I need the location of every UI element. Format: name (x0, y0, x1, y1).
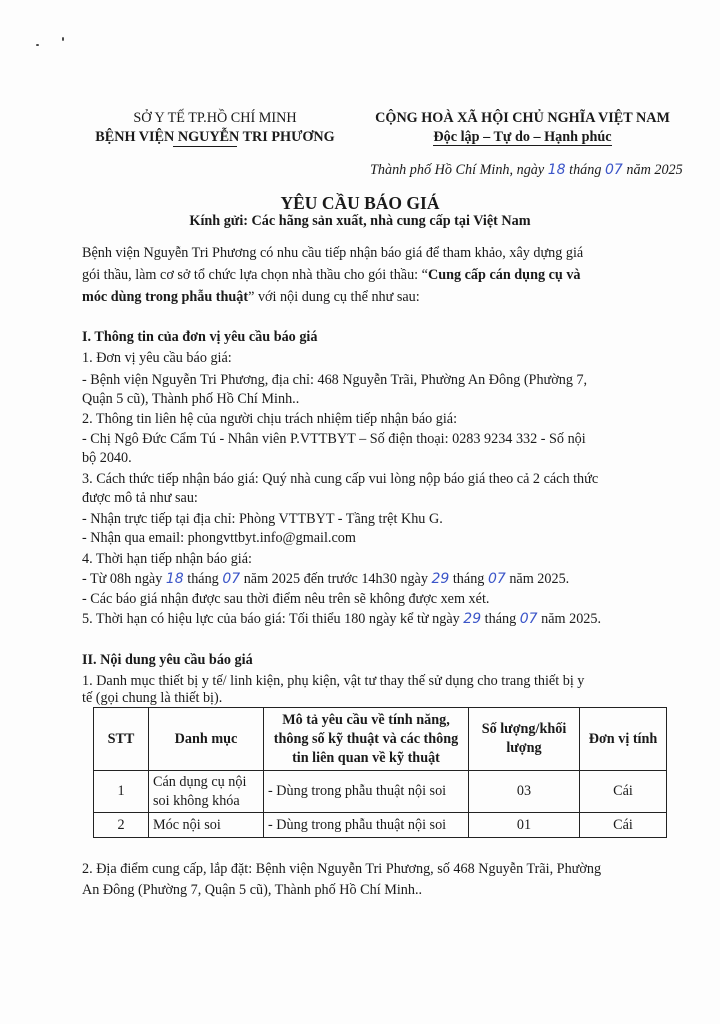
line-text: tháng (452, 571, 485, 587)
handwritten-day: 18 (165, 571, 184, 587)
submission-period-line (82, 571, 652, 588)
intro-line-3 (82, 289, 652, 306)
table-row (94, 813, 667, 838)
section-1-heading: I. Thông tin của đơn vị yêu cầu báo giá (82, 329, 318, 345)
national-title: CỘNG HOÀ XÃ HỘI CHỦ NGHĨA VIỆT NAM (375, 110, 670, 126)
hospital-name-text: BỆNH VIỆN NGUYỄN TRI PHƯƠNG (95, 129, 335, 145)
date-year: năm 2025 (626, 162, 683, 178)
national-motto-text: Độc lập – Tự do – Hạnh phúc (433, 129, 612, 145)
section-1-line: - Chị Ngô Đức Cẩm Tú - Nhân viên P.VTTBYT – Số điện thoại: 0283 9234 332 - Số nội (82, 431, 586, 447)
hospital-name (80, 129, 350, 146)
cell-unit: Cái (580, 813, 667, 838)
header-description (264, 708, 469, 771)
equipment-table (93, 707, 667, 838)
line-text: năm 2025. (509, 571, 570, 587)
category-line: soi không khóa (153, 792, 240, 809)
section-2-line: 2. Địa điểm cung cấp, lắp đặt: Bệnh viện Nguyễn Tri Phương, số 468 Nguyễn Trãi, Phường (82, 861, 602, 877)
intro-bold-text: móc dùng trong phẫu thuật (82, 289, 249, 305)
section-1-line: - Các báo giá nhận được sau thời điểm nêu trên sẽ không được xem xét. (82, 591, 490, 607)
category-line: Cán dụng cụ nội (153, 773, 247, 790)
section-1-line: 2. Thông tin liên hệ của người chịu trách nhiệm tiếp nhận báo giá: (82, 411, 458, 427)
section-1-line: Quận 5 cũ), Thành phố Hồ Chí Minh.. (82, 391, 300, 407)
intro-line-2 (82, 267, 652, 284)
header-desc-line: thông số kỹ thuật và các thông (273, 730, 459, 747)
date-prefix: Thành phố Hồ Chí Minh, ngày (370, 162, 545, 178)
line-text: 5. Thời hạn có hiệu lực của báo giá: Tối thiểu 180 ngày kể từ ngày (82, 611, 460, 627)
section-2-line: tế (gọi chung là thiết bị). (82, 690, 223, 706)
intro-line-1: Bệnh viện Nguyễn Tri Phương có nhu cầu tiếp nhận báo giá để tham khảo, xây dựng giá (82, 245, 584, 261)
section-2-line: 1. Danh mục thiết bị y tế/ linh kiện, phụ kiện, vật tư thay thế sử dụng cho trang thiết bị y (82, 673, 585, 689)
cell-stt: 2 (94, 813, 149, 838)
scan-speck (62, 37, 64, 41)
date-day-handwritten: 18 (547, 162, 566, 178)
section-1-line: - Nhận trực tiếp tại địa chỉ: Phòng VTTBYT - Tầng trệt Khu G. (82, 511, 443, 527)
document-title: YÊU CẦU BÁO GIÁ (280, 193, 440, 213)
national-motto (360, 129, 685, 146)
line-text: năm 2025. (541, 611, 602, 627)
section-2-heading: II. Nội dung yêu cầu báo giá (82, 652, 253, 668)
cell-description: - Dùng trong phẫu thuật nội soi (264, 771, 469, 813)
section-1-line: bộ 2040. (82, 450, 132, 466)
cell-quantity: 01 (469, 813, 580, 838)
header-qty-line: lượng (506, 740, 542, 756)
section-1-line: 1. Đơn vị yêu cầu báo giá: (82, 350, 232, 366)
document-date (370, 162, 683, 179)
handwritten-month: 07 (487, 571, 506, 587)
line-text: tháng (187, 571, 219, 587)
section-1-line: 3. Cách thức tiếp nhận báo giá: Quý nhà cung cấp vui lòng nộp báo giá theo cả 2 cách thức (82, 471, 599, 487)
header-stt: STT (94, 708, 149, 771)
header-desc-line: Mô tả yêu cầu về tính năng, (282, 711, 450, 728)
date-month-label: tháng (569, 162, 602, 178)
header-quantity (469, 708, 580, 771)
cell-category (149, 771, 264, 813)
intro-text: gói thầu, làm cơ sở tổ chức lựa chọn nhà thầu cho gói thầu: “ (82, 267, 428, 283)
header-unit: Đơn vị tính (580, 708, 667, 771)
recipient-line: Kính gửi: Các hãng sản xuất, nhà cung cấp tại Việt Nam (189, 213, 531, 229)
section-2-line: An Đông (Phường 7, Quận 5 cũ), Thành phố Hồ Chí Minh.. (82, 882, 423, 898)
intro-text: ” với nội dung cụ thể như sau: (248, 289, 420, 305)
section-1-line: 4. Thời hạn tiếp nhận báo giá: (82, 551, 252, 567)
section-1-line: - Nhận qua email: phongvttbyt.info@gmail.com (82, 530, 356, 546)
cell-unit: Cái (580, 771, 667, 813)
handwritten-month: 07 (222, 571, 241, 587)
header-qty-line: Số lượng/khối (481, 721, 567, 737)
table-header-row (94, 708, 667, 771)
cell-quantity: 03 (469, 771, 580, 813)
line-text: - Từ 08h ngày (82, 571, 163, 587)
cell-description: - Dùng trong phẫu thuật nội soi (264, 813, 469, 838)
line-text: tháng (484, 611, 517, 627)
handwritten-month: 07 (519, 611, 538, 627)
line-text: năm 2025 đến trước 14h30 ngày (243, 571, 428, 587)
date-month-handwritten: 07 (605, 162, 623, 178)
cell-stt: 1 (94, 771, 149, 813)
section-1-line: được mô tả như sau: (82, 490, 198, 506)
handwritten-day: 29 (463, 611, 482, 627)
validity-line (82, 611, 652, 628)
header-category: Danh mục (149, 708, 264, 771)
hospital-name-underline (173, 146, 237, 147)
section-1-line: - Bệnh viện Nguyễn Tri Phương, địa chỉ: 468 Nguyễn Trãi, Phường An Đông (Phường 7, (82, 372, 588, 388)
handwritten-day: 29 (431, 571, 450, 587)
intro-bold-text: Cung cấp cán dụng cụ và (427, 267, 581, 283)
header-desc-line: tin liên quan về kỹ thuật (292, 749, 440, 766)
scan-speck (36, 44, 39, 46)
cell-category: Móc nội soi (149, 813, 264, 838)
table-row (94, 771, 667, 813)
department-name: SỞ Y TẾ TP.HỒ CHÍ MINH (133, 110, 297, 126)
